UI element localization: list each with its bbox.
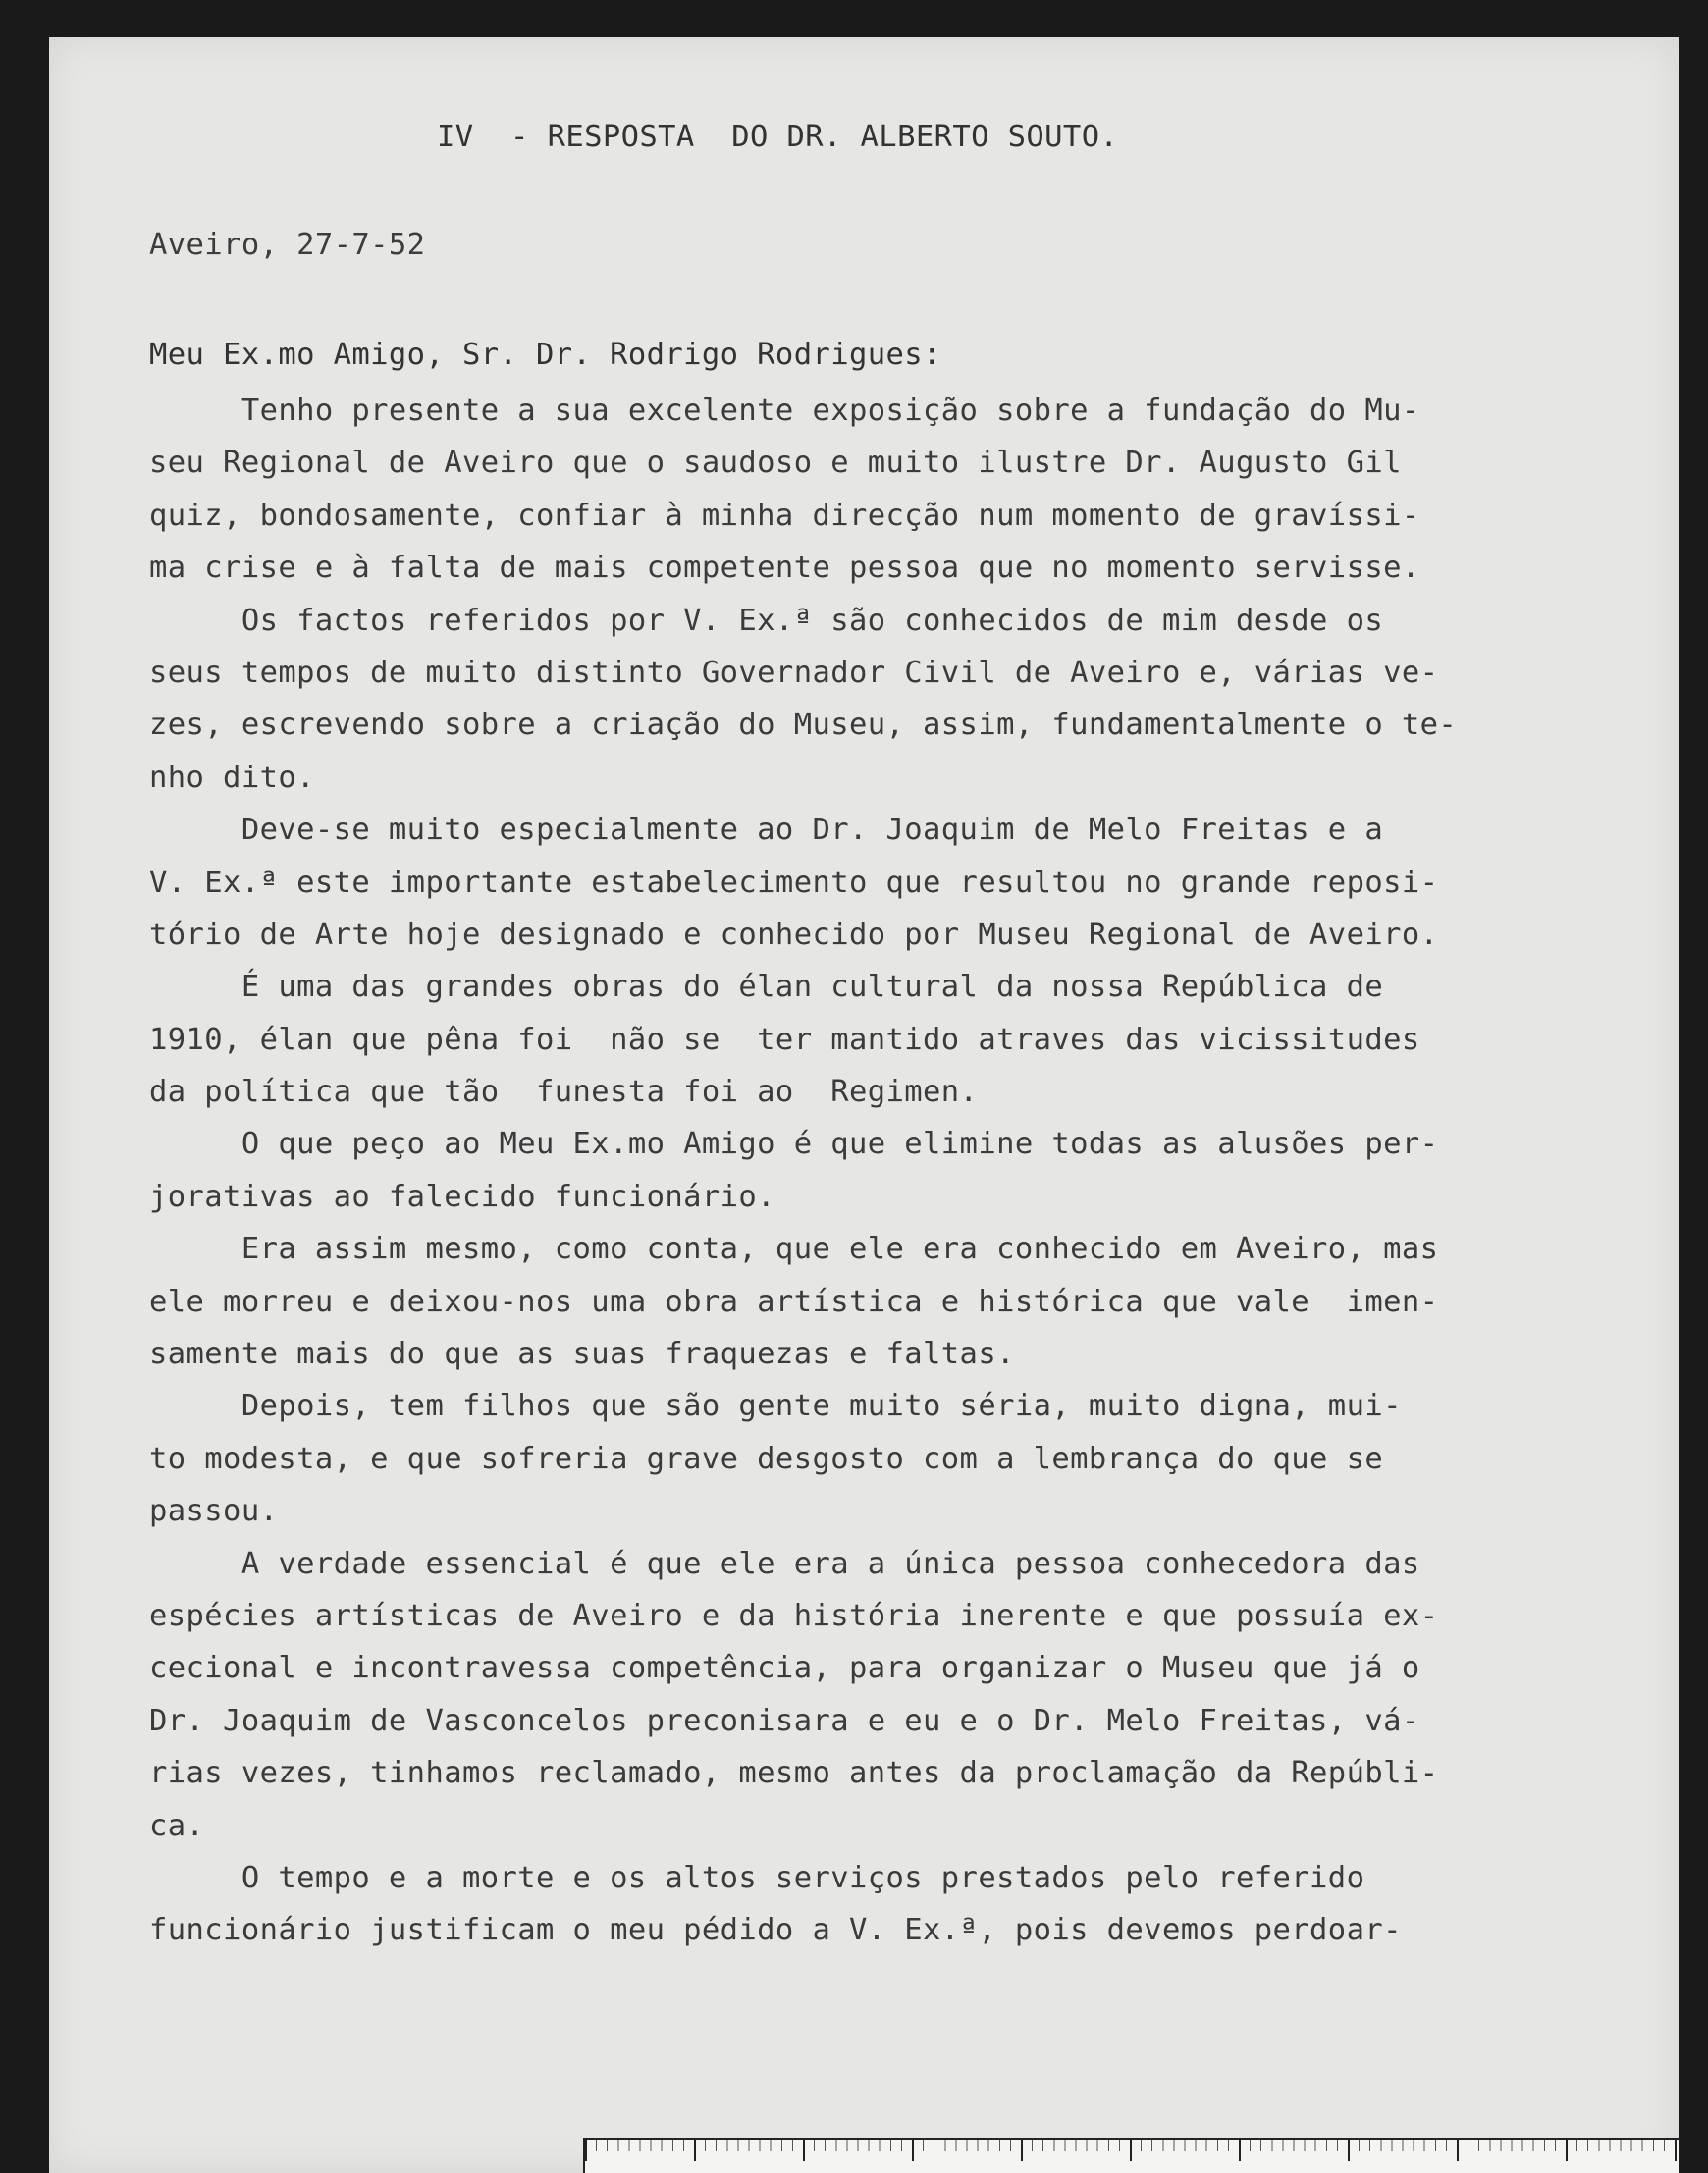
body-line: da política que tão funesta foi ao Regimen. — [149, 1075, 979, 1110]
body-line: A verdade essencial é que ele era a única pessoa conhecedora das — [149, 1546, 1420, 1581]
body-line: ca. — [149, 1808, 205, 1843]
body-line: quiz, bondosamente, confiar à minha direcção num momento de gravíssi- — [149, 498, 1420, 533]
letter-date: Aveiro, 27-7-52 — [149, 228, 426, 262]
ruler-ticks — [585, 2140, 1679, 2173]
body-line: samente mais do que as suas fraquezas e faltas. — [149, 1337, 1015, 1372]
document-title: IV - RESPOSTA DO DR. ALBERTO SOUTO. — [437, 120, 1119, 154]
body-line: jorativas ao falecido funcionário. — [149, 1179, 775, 1214]
body-line: ma crise e à falta de mais competente pessoa que no momento servisse. — [149, 551, 1420, 586]
body-line: É uma das grandes obras do élan cultural da nossa República de — [149, 970, 1384, 1005]
body-line: Os factos referidos por V. Ex.ª são conhecidos de mim desde os — [149, 603, 1384, 638]
letter-body — [149, 385, 1457, 1957]
body-line: to modesta, e que sofreria grave desgosto com a lembrança do que se — [149, 1441, 1384, 1476]
body-line: espécies artísticas de Aveiro e da história inerente e que possuía ex- — [149, 1598, 1439, 1633]
body-line: tório de Arte hoje designado e conhecido por Museu Regional de Aveiro. — [149, 917, 1439, 952]
body-line: Tenho presente a sua excelente exposição sobre a fundação do Mu- — [149, 394, 1420, 428]
body-line: passou. — [149, 1494, 279, 1529]
letter-salutation: Meu Ex.mo Amigo, Sr. Dr. Rodrigo Rodrigues: — [149, 338, 941, 372]
body-line: cecional e incontravessa competência, para organizar o Museu que já o — [149, 1651, 1420, 1686]
body-line: funcionário justificam o meu pédido a V. Ex.ª, pois devemos perdoar- — [149, 1913, 1402, 1948]
body-line: O que peço ao Meu Ex.mo Amigo é que elimine todas as alusões per- — [149, 1127, 1439, 1162]
body-line: zes, escrevendo sobre a criação do Museu, assim, fundamentalmente o te- — [149, 708, 1458, 743]
body-line: rias vezes, tinhamos reclamado, mesmo antes da proclamação da Repúbli- — [149, 1756, 1439, 1791]
body-line: nho dito. — [149, 760, 315, 795]
body-line: ele morreu e deixou-nos uma obra artística e histórica que vale imen- — [149, 1284, 1439, 1319]
scale-ruler — [583, 2138, 1679, 2173]
body-line: V. Ex.ª este importante estabelecimento que resultou no grande reposi- — [149, 865, 1439, 900]
body-line: seus tempos de muito distinto Governador Civil de Aveiro e, várias ve- — [149, 655, 1439, 690]
body-line: Deve-se muito especialmente ao Dr. Joaquim de Melo Freitas e a — [149, 813, 1384, 848]
body-line: Dr. Joaquim de Vasconcelos preconisara e eu e o Dr. Melo Freitas, vá- — [149, 1703, 1420, 1738]
body-line: seu Regional de Aveiro que o saudoso e muito ilustre Dr. Augusto Gil — [149, 446, 1402, 481]
body-line: O tempo e a morte e os altos serviços prestados pelo referido — [149, 1860, 1365, 1895]
body-line: Era assim mesmo, como conta, que ele era conhecido em Aveiro, mas — [149, 1232, 1439, 1267]
body-line: Depois, tem filhos que são gente muito séria, muito digna, mui- — [149, 1389, 1402, 1424]
body-line: 1910, élan que pêna foi não se ter mantido atraves das vicissitudes — [149, 1022, 1420, 1057]
